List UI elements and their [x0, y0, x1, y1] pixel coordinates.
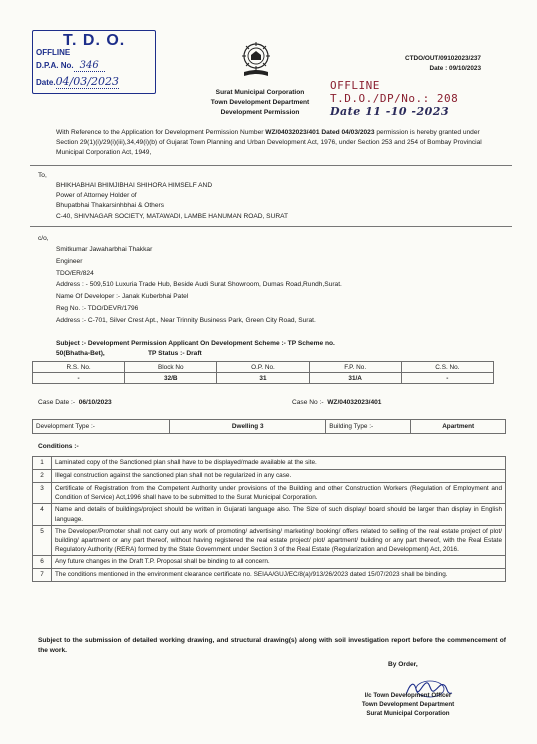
condition-row — [33, 504, 506, 525]
plot-details-table — [32, 361, 494, 384]
divider — [30, 165, 512, 166]
conditions-title: Conditions :- — [38, 443, 79, 450]
table-cell: 31 — [217, 373, 309, 384]
stamp-title: T. D. O. — [63, 32, 126, 49]
engineer-line: Address : - 509,510 Luxuria Trade Hub, Beside Audi Surat Showroom, Dumas Road,Rundh,Surat. — [56, 281, 342, 289]
table-header-cell: Block No — [125, 362, 217, 373]
office-header — [190, 88, 330, 118]
addressee-line: C-40, SHIVNAGAR SOCIETY, MATAWADI, LAMBE HANUMAN ROAD, SURAT — [56, 212, 289, 220]
co-label: c/o, — [38, 235, 49, 242]
condition-number: 5 — [33, 525, 52, 556]
office-line-1: Surat Municipal Corporation — [215, 89, 305, 96]
offline-stamp-line-1: OFFLINE — [330, 79, 380, 92]
case-number: Case No :- WZ/04032023/401 — [292, 399, 382, 406]
engineer-line: Name Of Developer :- Janak Kuberbhai Patel — [56, 293, 189, 301]
condition-row — [33, 556, 506, 569]
engineer-line: Address :- C-701, Silver Crest Apt., Near Trinnity Business Park, Green City Road, Surat. — [56, 316, 316, 324]
condition-row — [33, 470, 506, 483]
conditions-table — [32, 456, 506, 582]
condition-number: 2 — [33, 470, 52, 483]
condition-text: The conditions mentioned in the environment clearance certificate no. SEIAA/GUJ/EC/8(a)/913/26/2023 dated 15/07/2023 shall be binding. — [52, 569, 506, 582]
addressee-line: BHIKHABHAI BHIMJIBHAI SHIHORA HIMSELF AND — [56, 182, 213, 189]
reference-block — [405, 54, 481, 74]
building-type-value: Apartment — [411, 420, 506, 434]
condition-row — [33, 457, 506, 470]
condition-text: Illegal construction against the sanctioned plan shall not be regularized in any case. — [52, 470, 506, 483]
condition-text: The Developer/Promoter shall not carry out any work of promoting/ advertising/ marketing/ booking/ offers related to selling of the real estate project of plot/ building/ apartment or any part thereof, without having registered the real estate project/ plot/ apartment/ building or any part thereof, with the Real Estate Regulatory Authority (RERA) formed by the State Government under Section 3 of the Real Estate (Regularization and Development) Act, 2016. — [52, 525, 506, 556]
stamp-date: Date.04/03/2023 — [36, 75, 119, 88]
stamp-dpa-value: 346 — [74, 60, 105, 72]
signatory-line: Town Development Department — [361, 701, 455, 708]
table-header-row — [33, 362, 494, 373]
engineer-line: TDO/ER/824 — [56, 269, 94, 277]
reference-date: Date : 09/10/2023 — [429, 65, 481, 72]
condition-number: 3 — [33, 483, 52, 504]
condition-row — [33, 525, 506, 556]
condition-text: Name and details of buildings/project should be written in Gujarati language also. The Size of such display/ board should be larger than display in English language. — [52, 504, 506, 525]
office-line-2: Town Development Department — [210, 99, 310, 106]
to-label: To, — [38, 172, 47, 179]
stamp-offline-label: OFFLINE — [36, 48, 71, 57]
condition-number: 1 — [33, 457, 52, 470]
table-header-cell: O.P. No. — [217, 362, 309, 373]
case-date-value: 06/10/2023 — [78, 399, 112, 406]
building-type-label: Building Type :- — [326, 420, 411, 434]
engineer-line: Engineer — [56, 257, 83, 265]
table-cell: - — [401, 373, 493, 384]
condition-text: Any future changes in the Draft T.P. Proposal shall be binding to all concern. — [52, 556, 506, 569]
subject-tp-status: TP Status :- Draft — [148, 350, 202, 357]
case-date: Case Date :- 06/10/2023 — [38, 399, 112, 406]
reference-number: CTDO/OUT/09102023/237 — [404, 55, 481, 62]
condition-text: Certificate of Registration from the Competent Authority under provisions of the Building and other Construction Workers (Regulation of Employment and Condition of Service) Act,1996 shall have to be submitted to the Surat Municipal Corporation. — [52, 483, 506, 504]
engineer-line: Reg No. :- TDO/DEVR/1796 — [56, 304, 139, 312]
table-header-cell: R.S. No. — [33, 362, 125, 373]
condition-text: Laminated copy of the Sanctioned plan shall have to be displayed/made available at the site. — [52, 457, 506, 470]
addressee-line: Bhupatbhai Thakarsinhbhai & Others — [56, 202, 165, 210]
condition-row — [33, 569, 506, 582]
application-number: WZ/04032023/401 Dated 04/03/2023 — [265, 129, 375, 136]
table-cell: - — [33, 373, 125, 384]
table-cell: 32/B — [125, 373, 217, 384]
table-row — [33, 420, 506, 434]
addressee-block — [56, 181, 288, 222]
office-line-3: Development Permission — [220, 109, 300, 116]
signatory-line: I/c Town Development Officer — [364, 692, 452, 699]
table-header-cell: F.P. No. — [309, 362, 401, 373]
engineer-block — [56, 244, 342, 327]
intro-paragraph: With Reference to the Application for Development Permission Number WZ/04032023/401 Dated 04/03/2023 permission is hereby granted under Section 29(1)(i)/29(i)(iii),34,49(i)(b) of Gujarat Town Planning and Urban Development Act, 1976, under Section 253 and 254 of Bombay Provincial Municipal Corporation Act, 1949, — [56, 129, 482, 156]
divider — [30, 226, 512, 227]
subject-line: Subject :- Development Permission Applicant On Development Scheme :- TP Scheme no. — [56, 340, 335, 347]
table-cell: 31/A — [309, 373, 401, 384]
subject-scheme: 50(Bhatha-Bet), — [56, 350, 105, 357]
stamp-dpa: D.P.A. No. 346 — [36, 60, 105, 71]
development-type-value: Dwelling 3 — [170, 420, 326, 434]
tdo-stamp — [32, 30, 156, 94]
footer-note: Subject to the submission of detailed working drawing, and structural drawing(s) along with soil investigation report before the commencement of the work. — [38, 637, 506, 654]
condition-number: 7 — [33, 569, 52, 582]
offline-stamp-line-3: Date 11 -10 -2023 — [330, 105, 450, 118]
signatory-block — [330, 691, 486, 718]
development-type-table — [32, 419, 506, 434]
condition-number: 4 — [33, 504, 52, 525]
by-order: By Order, — [388, 661, 418, 668]
signatory-line: Surat Municipal Corporation — [366, 710, 450, 717]
engineer-line: Smitkumar Jawaharbhai Thakkar — [56, 246, 153, 253]
municipal-emblem-icon — [241, 41, 271, 79]
case-number-value: WZ/04032023/401 — [327, 399, 382, 406]
stamp-date-value: 04/03/2023 — [55, 75, 119, 88]
table-header-cell: C.S. No. — [401, 362, 493, 373]
condition-number: 6 — [33, 556, 52, 569]
table-row — [33, 373, 494, 384]
condition-row — [33, 483, 506, 504]
addressee-line: Power of Attorney Holder of — [56, 192, 137, 200]
offline-stamp-line-2: T.D.O./DP/No.: 208 — [330, 92, 459, 105]
offline-stamp — [330, 79, 458, 118]
development-type-label: Development Type :- — [33, 420, 170, 434]
